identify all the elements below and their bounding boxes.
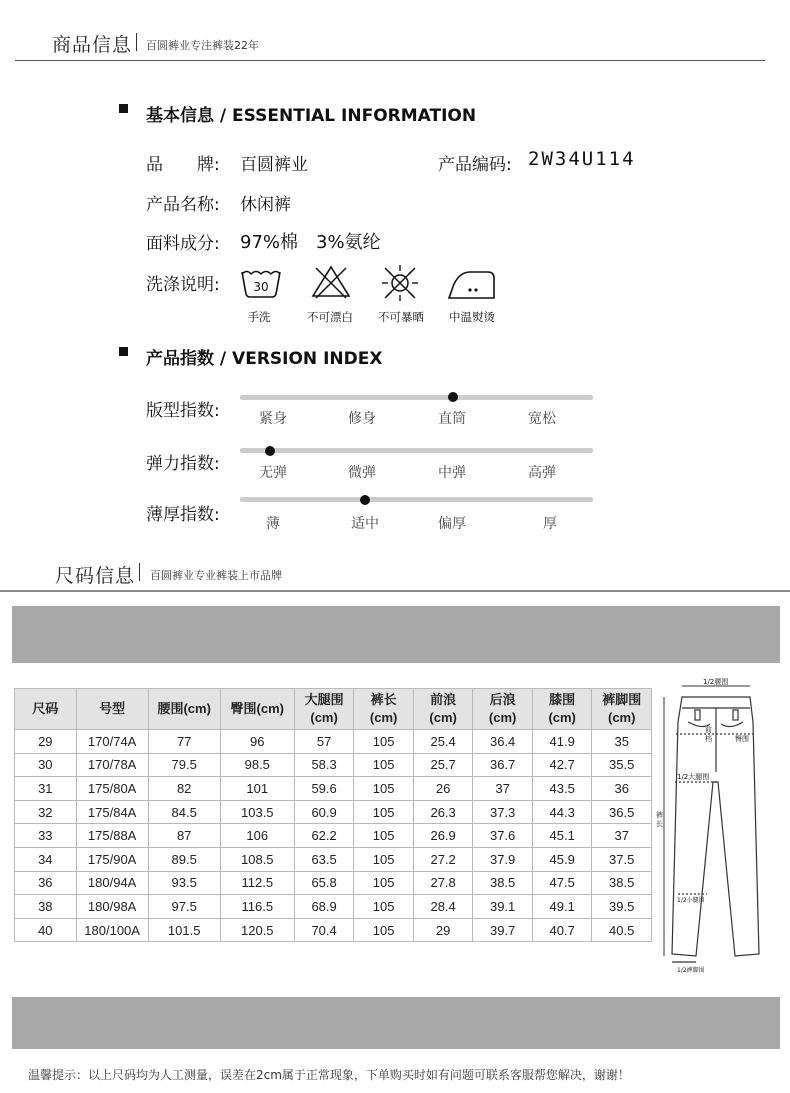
header-back-rise: 后浪 (cm) (473, 689, 533, 730)
pants-outline (655, 672, 775, 977)
svg-text:长: 长 (656, 820, 663, 828)
cell-hip: 101 (220, 777, 294, 801)
cell-size: 36 (15, 871, 77, 895)
cell-hem: 36 (592, 777, 652, 801)
header-front-rise: 前浪 (cm) (413, 689, 473, 730)
fit-option-3: 直筒 (438, 411, 466, 427)
cell-thigh: 62.2 (294, 824, 354, 848)
name-value: 休闲裤 (240, 195, 291, 215)
stretch-option-4: 高弹 (528, 465, 556, 481)
cell-model: 180/98A (76, 895, 148, 919)
cell-length: 105 (354, 871, 414, 895)
stretch-index-marker (265, 446, 275, 456)
cell-hem: 35 (592, 730, 652, 754)
cell-back-rise: 36.4 (473, 730, 533, 754)
fabric-label: 面料成分: (146, 234, 220, 254)
cell-size: 38 (15, 895, 77, 919)
brand-label: 品 牌: (146, 155, 220, 175)
cell-model: 175/90A (76, 847, 148, 871)
cell-waist: 97.5 (148, 895, 220, 919)
cell-front-rise: 26 (413, 777, 473, 801)
thickness-index-marker (360, 495, 370, 505)
cell-knee: 45.1 (532, 824, 592, 848)
care-label-iron: 中温熨烫 (449, 310, 495, 324)
grey-band-top (12, 606, 780, 663)
cell-size: 33 (15, 824, 77, 848)
cell-thigh: 65.8 (294, 871, 354, 895)
cell-knee: 40.7 (532, 918, 592, 942)
cell-hip: 112.5 (220, 871, 294, 895)
cell-thigh: 70.4 (294, 918, 354, 942)
cell-knee: 43.5 (532, 777, 592, 801)
title-divider (136, 33, 137, 51)
version-index-heading: 产品指数 / VERSION INDEX (146, 349, 383, 369)
fabric-value: 97%棉 3%氨纶 (240, 232, 381, 253)
cell-model: 170/78A (76, 753, 148, 777)
svg-text:1/2裤脚围: 1/2裤脚围 (677, 967, 705, 974)
svg-text:1/2大腿围: 1/2大腿围 (677, 773, 710, 781)
section-title-size-info: 尺码信息 (55, 565, 136, 587)
bullet-square (119, 347, 128, 356)
cell-size: 32 (15, 800, 77, 824)
table-row (15, 824, 652, 848)
header-thigh: 大腿围 (cm) (294, 689, 354, 730)
table-row (15, 918, 652, 942)
cell-hip: 106 (220, 824, 294, 848)
section-subtitle-size-info: 百圆裤业专业裤装上市品牌 (150, 569, 282, 582)
svg-text:臀围: 臀围 (735, 735, 749, 743)
cell-length: 105 (354, 847, 414, 871)
header-waist: 腰围(cm) (148, 689, 220, 730)
stretch-option-1: 无弹 (259, 465, 287, 481)
cell-length: 105 (354, 800, 414, 824)
cell-hem: 39.5 (592, 895, 652, 919)
svg-text:裤: 裤 (656, 811, 663, 819)
header-model: 号型 (76, 689, 148, 730)
cell-back-rise: 37.6 (473, 824, 533, 848)
iron-medium-icon (446, 266, 498, 302)
cell-knee: 42.7 (532, 753, 592, 777)
cell-length: 105 (354, 918, 414, 942)
cell-hip: 96 (220, 730, 294, 754)
cell-waist: 82 (148, 777, 220, 801)
section-title-product-info: 商品信息 (52, 34, 133, 56)
svg-text:1/2腰围: 1/2腰围 (703, 678, 729, 686)
fit-index-track (240, 395, 593, 400)
stretch-option-3: 中弹 (438, 465, 466, 481)
cell-model: 180/100A (76, 918, 148, 942)
cell-hem: 38.5 (592, 871, 652, 895)
code-value: 2W34U114 (528, 148, 636, 170)
cell-knee: 47.5 (532, 871, 592, 895)
svg-text:前: 前 (705, 726, 712, 734)
cell-front-rise: 25.7 (413, 753, 473, 777)
cell-model: 170/74A (76, 730, 148, 754)
cell-back-rise: 37.3 (473, 800, 533, 824)
cell-back-rise: 37.9 (473, 847, 533, 871)
cell-front-rise: 28.4 (413, 895, 473, 919)
cell-hem: 37 (592, 824, 652, 848)
fit-option-2: 修身 (348, 411, 376, 427)
table-row (15, 730, 652, 754)
cell-knee: 44.3 (532, 800, 592, 824)
cell-hip: 120.5 (220, 918, 294, 942)
cell-back-rise: 37 (473, 777, 533, 801)
header-size: 尺码 (15, 689, 77, 730)
pants-diagram (655, 672, 775, 977)
cell-hem: 40.5 (592, 918, 652, 942)
svg-text:30: 30 (253, 280, 269, 294)
name-label: 产品名称: (146, 195, 220, 215)
cell-size: 40 (15, 918, 77, 942)
section-subtitle-product-info: 百圆裤业专注裤装22年 (146, 39, 259, 52)
table-row (15, 895, 652, 919)
hand-wash-30-icon (240, 266, 282, 300)
thickness-index-label: 薄厚指数: (146, 505, 220, 525)
cell-front-rise: 26.9 (413, 824, 473, 848)
brand-value: 百圆裤业 (240, 155, 308, 175)
cell-length: 105 (354, 753, 414, 777)
cell-thigh: 60.9 (294, 800, 354, 824)
cell-waist: 89.5 (148, 847, 220, 871)
cell-thigh: 57 (294, 730, 354, 754)
cell-hem: 36.5 (592, 800, 652, 824)
cell-model: 175/88A (76, 824, 148, 848)
care-label-no-bleach: 不可漂白 (307, 310, 353, 324)
fit-index-marker (448, 392, 458, 402)
thickness-option-3: 偏厚 (438, 516, 466, 532)
cell-waist: 93.5 (148, 871, 220, 895)
stretch-index-label: 弹力指数: (146, 454, 220, 474)
cell-model: 175/80A (76, 777, 148, 801)
size-table (14, 688, 652, 942)
header-knee: 膝围 (cm) (532, 689, 592, 730)
cell-length: 105 (354, 777, 414, 801)
wash-label: 洗涤说明: (146, 275, 220, 295)
header-hip: 臀围(cm) (220, 689, 294, 730)
table-row (15, 871, 652, 895)
cell-length: 105 (354, 895, 414, 919)
cell-size: 30 (15, 753, 77, 777)
svg-text:1/2小腿围: 1/2小腿围 (677, 897, 705, 904)
cell-hip: 116.5 (220, 895, 294, 919)
title-divider (139, 563, 140, 581)
cell-back-rise: 38.5 (473, 871, 533, 895)
cell-size: 31 (15, 777, 77, 801)
cell-thigh: 68.9 (294, 895, 354, 919)
header-length: 裤长 (cm) (354, 689, 414, 730)
cell-back-rise: 36.7 (473, 753, 533, 777)
fit-index-label: 版型指数: (146, 401, 220, 421)
cell-front-rise: 27.8 (413, 871, 473, 895)
cell-back-rise: 39.7 (473, 918, 533, 942)
cell-waist: 79.5 (148, 753, 220, 777)
cell-thigh: 58.3 (294, 753, 354, 777)
footer-tip: 温馨提示：以上尺码均为人工测量，误差在2cm属于正常现象，下单购买时如有问题可联系客服帮您解决，谢谢！ (28, 1068, 630, 1082)
cell-waist: 77 (148, 730, 220, 754)
cell-front-rise: 25.4 (413, 730, 473, 754)
no-sun-dry-icon (380, 263, 420, 303)
cell-waist: 84.5 (148, 800, 220, 824)
cell-hip: 98.5 (220, 753, 294, 777)
fit-option-4: 宽松 (528, 411, 556, 427)
thickness-option-4: 厚 (543, 516, 557, 532)
basic-info-heading: 基本信息 / ESSENTIAL INFORMATION (146, 106, 477, 126)
table-row (15, 753, 652, 777)
fit-option-1: 紧身 (259, 411, 287, 427)
stretch-index-track (240, 448, 593, 453)
code-label: 产品编码: (438, 155, 512, 175)
cell-front-rise: 29 (413, 918, 473, 942)
table-row (15, 847, 652, 871)
cell-knee: 45.9 (532, 847, 592, 871)
cell-hip: 103.5 (220, 800, 294, 824)
cell-waist: 101.5 (148, 918, 220, 942)
cell-model: 175/84A (76, 800, 148, 824)
cell-size: 29 (15, 730, 77, 754)
thickness-index-track (240, 497, 593, 502)
size-table-header (15, 689, 652, 730)
size-header-rule (0, 590, 790, 592)
cell-model: 180/94A (76, 871, 148, 895)
cell-front-rise: 27.2 (413, 847, 473, 871)
stretch-option-2: 微弹 (348, 465, 376, 481)
no-bleach-icon (310, 264, 352, 300)
care-label-hand-wash: 手洗 (247, 310, 271, 324)
cell-size: 34 (15, 847, 77, 871)
cell-hem: 37.5 (592, 847, 652, 871)
cell-length: 105 (354, 730, 414, 754)
grey-band-bottom (12, 997, 780, 1049)
cell-knee: 41.9 (532, 730, 592, 754)
header-rule (15, 60, 765, 61)
cell-back-rise: 39.1 (473, 895, 533, 919)
thickness-option-1: 薄 (266, 516, 280, 532)
svg-text:档: 档 (705, 735, 712, 743)
cell-hip: 108.5 (220, 847, 294, 871)
bullet-square (119, 104, 128, 113)
care-label-no-sun: 不可暴晒 (378, 310, 424, 324)
cell-waist: 87 (148, 824, 220, 848)
cell-hem: 35.5 (592, 753, 652, 777)
table-row (15, 777, 652, 801)
table-row (15, 800, 652, 824)
cell-knee: 49.1 (532, 895, 592, 919)
cell-length: 105 (354, 824, 414, 848)
cell-thigh: 63.5 (294, 847, 354, 871)
header-hem: 裤脚围 (cm) (592, 689, 652, 730)
cell-thigh: 59.6 (294, 777, 354, 801)
cell-front-rise: 26.3 (413, 800, 473, 824)
thickness-option-2: 适中 (351, 516, 379, 532)
